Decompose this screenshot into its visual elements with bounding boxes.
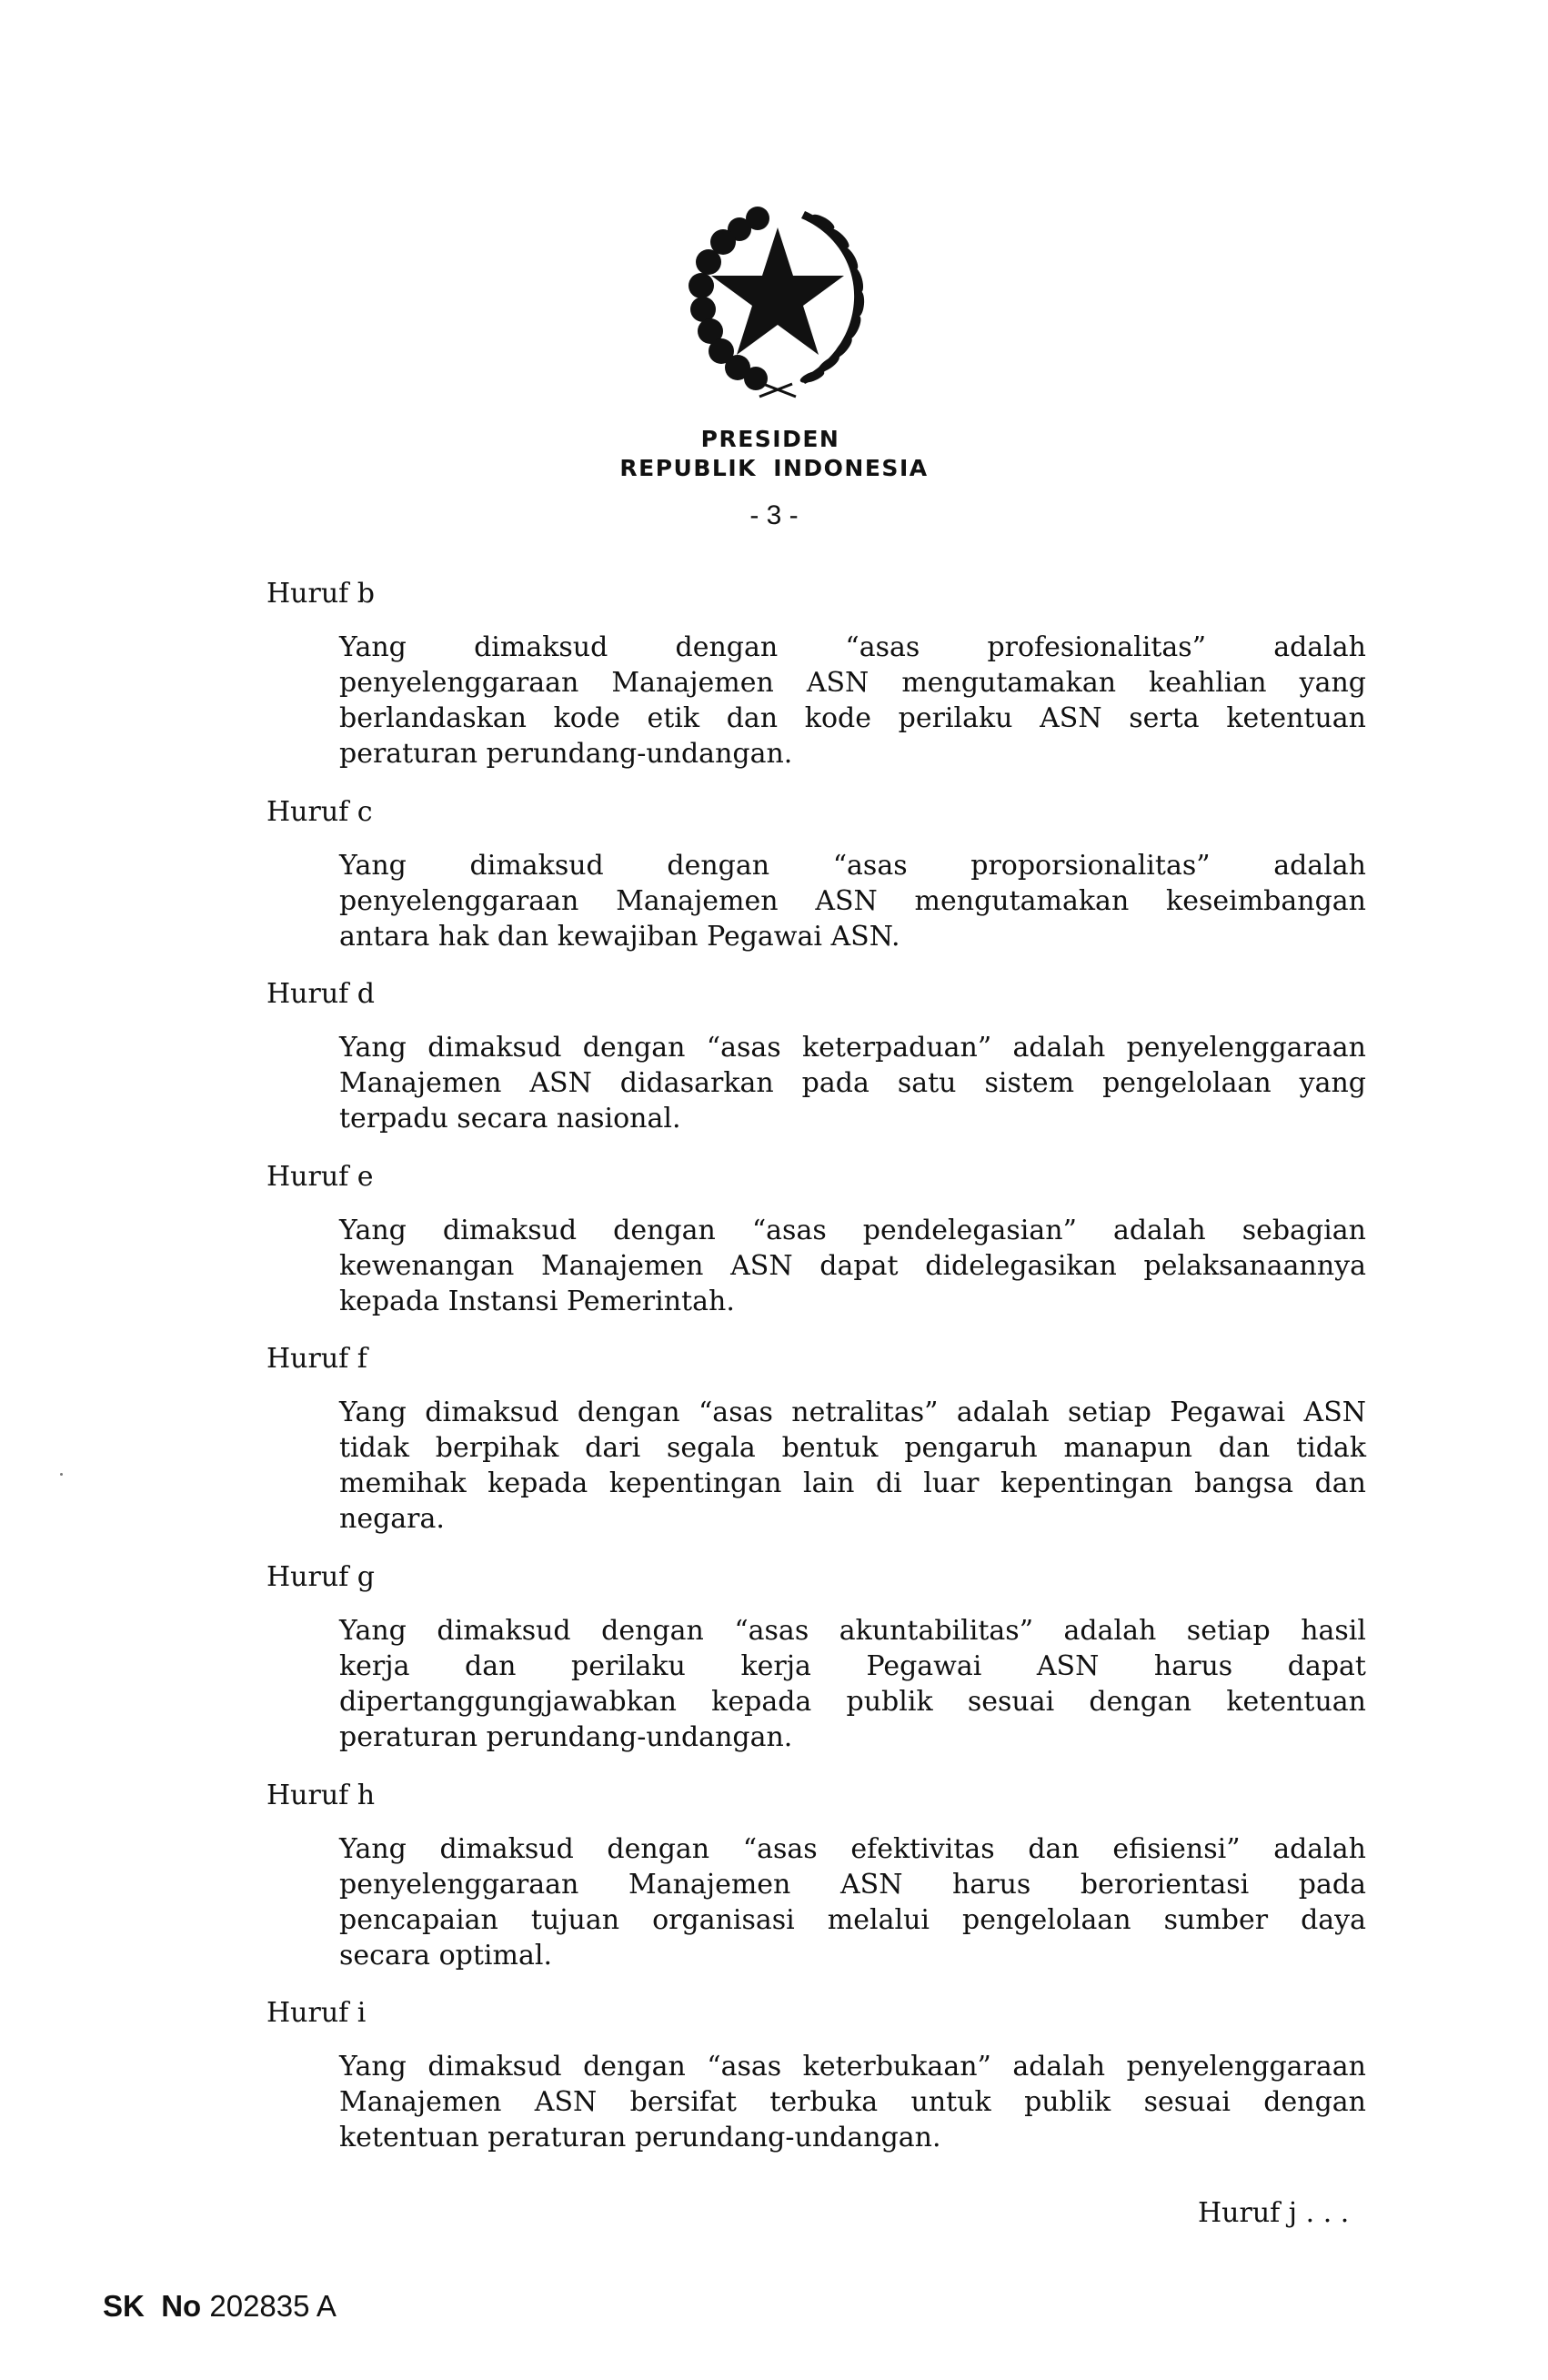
- section-body: [339, 2049, 1366, 2155]
- section-heading: Huruf c: [266, 796, 373, 828]
- sk-label: SK: [103, 2289, 145, 2323]
- sk-no-label: No: [161, 2289, 202, 2323]
- continuation-catchword: Huruf j . . .: [1198, 2197, 1350, 2229]
- body-line: Yang dimaksud dengan “asas profesionalitas” adalah: [339, 631, 1366, 663]
- document-serial-number: [103, 2291, 337, 2321]
- section-heading: Huruf b: [266, 578, 375, 610]
- presidential-seal-icon: [668, 182, 887, 400]
- body-line: penyelenggaraan Manajemen ASN harus berorientasi pada: [339, 1869, 1366, 1901]
- body-line: penyelenggaraan Manajemen ASN mengutamakan keseimbangan: [339, 885, 1366, 917]
- section-heading: Huruf f: [266, 1343, 367, 1375]
- section-body: [339, 1395, 1366, 1537]
- body-line: dipertanggungjawabkan kepada publik sesuai dengan ketentuan: [339, 1686, 1366, 1718]
- letterhead-subtitle: REPUBLIK INDONESIA: [619, 455, 929, 481]
- body-line: terpadu secara nasional.: [339, 1103, 681, 1135]
- body-line: kerja dan perilaku kerja Pegawai ASN harus dapat: [339, 1650, 1366, 1682]
- body-line: pencapaian tujuan organisasi melalui pengelolaan sumber daya: [339, 1904, 1366, 1936]
- body-line: berlandaskan kode etik dan kode perilaku ASN serta ketentuan: [339, 702, 1366, 734]
- section-body: [339, 1030, 1366, 1136]
- section-heading: Huruf i: [266, 1997, 367, 2029]
- body-line: memihak kepada kepentingan lain di luar kepentingan bangsa dan: [339, 1467, 1366, 1499]
- body-line: Yang dimaksud dengan “asas proporsionalitas” adalah: [339, 850, 1366, 882]
- body-line: Yang dimaksud dengan “asas netralitas” adalah setiap Pegawai ASN: [339, 1397, 1366, 1428]
- section-body: [339, 848, 1366, 954]
- section-heading: Huruf h: [266, 1780, 376, 1811]
- body-line: Yang dimaksud dengan “asas keterpaduan” adalah penyelenggaraan: [339, 1032, 1366, 1064]
- body-line: Yang dimaksud dengan “asas akuntabilitas” adalah setiap hasil: [339, 1615, 1366, 1647]
- section-body: [339, 1613, 1366, 1755]
- body-line: Yang dimaksud dengan “asas pendelegasian” adalah sebagian: [339, 1215, 1366, 1246]
- body-line: negara.: [339, 1503, 445, 1535]
- body-line: Manajemen ASN bersifat terbuka untuk publik sesuai dengan: [339, 2086, 1366, 2118]
- body-line: kepada Instansi Pemerintah.: [339, 1286, 735, 1317]
- body-line: Yang dimaksud dengan “asas keterbukaan” adalah penyelenggaraan: [339, 2051, 1366, 2082]
- body-line: antara hak dan kewajiban Pegawai ASN.: [339, 921, 900, 953]
- body-line: secara optimal.: [339, 1940, 552, 1972]
- section-heading: Huruf d: [266, 978, 375, 1010]
- section-body: [339, 1831, 1366, 1973]
- body-line: ketentuan peraturan perundang-undangan.: [339, 2122, 941, 2153]
- body-line: peraturan perundang-undangan.: [339, 1721, 793, 1753]
- letterhead-title: PRESIDEN: [700, 426, 840, 452]
- body-line: Yang dimaksud dengan “asas efektivitas dan efisiensi” adalah: [339, 1833, 1366, 1865]
- body-line: peraturan perundang-undangan.: [339, 738, 793, 770]
- page-number: - 3 -: [749, 500, 799, 530]
- section-body: [339, 1213, 1366, 1319]
- section-heading: Huruf g: [266, 1561, 375, 1593]
- section-body: [339, 630, 1366, 771]
- body-line: penyelenggaraan Manajemen ASN mengutamakan keahlian yang: [339, 667, 1366, 699]
- body-line: kewenangan Manajemen ASN dapat didelegasikan pelaksanaannya: [339, 1250, 1366, 1282]
- scan-speck: [60, 1473, 63, 1476]
- body-line: tidak berpihak dari segala bentuk pengaruh manapun dan tidak: [339, 1432, 1366, 1464]
- section-heading: Huruf e: [266, 1161, 374, 1193]
- body-line: Manajemen ASN didasarkan pada satu sistem pengelolaan yang: [339, 1067, 1366, 1099]
- sk-number: 202835 A: [209, 2289, 337, 2323]
